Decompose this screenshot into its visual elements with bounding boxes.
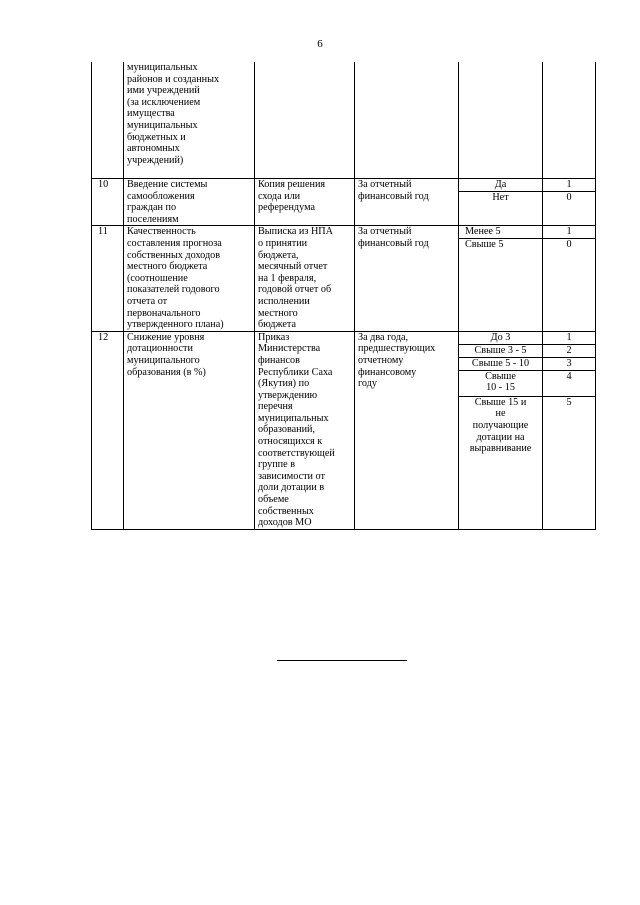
criterion-line: ими учреждений: [127, 85, 200, 97]
source-line: утверждению: [258, 389, 318, 401]
num-cell: [92, 62, 124, 179]
option-line: Свыше: [485, 370, 516, 382]
criterion-line: имущества: [127, 108, 175, 120]
table-row: [92, 226, 596, 331]
score-value: 4: [543, 371, 595, 397]
criterion-line: бюджетных и: [127, 131, 186, 143]
score-cell: [543, 331, 596, 529]
source-line: Приказ: [258, 331, 290, 343]
source-line: Выписка из НПА: [258, 226, 334, 238]
source-line: доходов МО: [258, 517, 312, 529]
option-label: [459, 371, 542, 397]
criterion-line: Введение системы: [127, 179, 208, 190]
option-line: До 3: [490, 331, 511, 343]
source-line: бюджета: [258, 319, 296, 331]
period-line: финансовый год: [358, 237, 429, 249]
source-cell: [255, 179, 355, 226]
source-line: о принятии: [258, 237, 308, 249]
criterion-line: местного бюджета: [127, 261, 208, 273]
source-line: исполнении: [258, 295, 310, 307]
option-cell: [459, 226, 543, 331]
row-number: 11: [92, 226, 124, 331]
criterion-cell: [124, 331, 255, 529]
period-line: финансовому: [358, 366, 417, 378]
criterion-line: муниципального: [127, 354, 200, 366]
criterion-line: Снижение уровня: [127, 331, 205, 343]
score-value: 2: [543, 345, 595, 358]
source-line: годовой отчет об: [258, 284, 332, 296]
criterion-line: утвержденного плана): [127, 319, 224, 331]
option-label: [459, 397, 542, 455]
option-cell: [459, 179, 543, 226]
period-line: году: [358, 378, 378, 390]
option-label: [459, 332, 542, 345]
score-value: 5: [566, 396, 572, 408]
criterion-line: показателей годового: [127, 284, 220, 296]
option-line: не: [495, 408, 506, 420]
criterion-line: дотационности: [127, 343, 193, 355]
table-row: [92, 179, 596, 226]
criterion-line: первоначального: [127, 307, 201, 319]
source-line: зависимости от: [258, 470, 325, 482]
score-value: 1: [543, 332, 595, 345]
criterion-line: муниципальных: [127, 119, 198, 131]
period-line: За отчетный: [358, 179, 412, 190]
source-line: месячный отчет: [258, 261, 328, 273]
option-label: Менее 5: [459, 226, 542, 239]
row-number: 10: [92, 179, 124, 226]
score-value: 1: [543, 226, 595, 239]
source-line: соответствующей: [258, 447, 335, 459]
option-line: 10 - 15: [486, 382, 515, 394]
source-line: Республики Саха: [258, 366, 333, 378]
criterion-cell: [124, 62, 255, 179]
criterion-line: учреждений): [127, 154, 184, 166]
option-line: Свыше 15 и: [474, 396, 527, 408]
criterion-line: поселениям: [127, 213, 179, 225]
period-line: отчетному: [358, 354, 404, 366]
option-line: получающие: [472, 419, 529, 431]
table-row: [92, 331, 596, 529]
footer-separator-line: [277, 660, 407, 661]
option-label: [459, 358, 542, 371]
source-line: образований,: [258, 424, 316, 436]
score-cell: [543, 179, 596, 226]
score-cell: [543, 62, 596, 179]
criterion-line: муниципальных: [127, 62, 198, 73]
source-line: объеме: [258, 494, 289, 506]
source-line: бюджета,: [258, 249, 299, 261]
period-cell: [355, 62, 459, 179]
criterion-line: составления прогноза: [127, 237, 222, 249]
period-cell: [355, 179, 459, 226]
criterion-line: отчета от: [127, 295, 168, 307]
option-label: Нет: [492, 192, 509, 203]
source-cell: [255, 331, 355, 529]
source-line: на 1 февраля,: [258, 272, 317, 284]
period-line: За два года,: [358, 331, 409, 343]
period-line: За отчетный: [358, 226, 412, 238]
source-line: схода или: [258, 190, 301, 202]
option-line: Свыше 5 - 10: [471, 357, 530, 369]
criterion-cell: [124, 179, 255, 226]
source-line: Министерства: [258, 343, 321, 355]
option-label: Свыше 5: [465, 239, 504, 251]
criterion-line: Качественность: [127, 226, 196, 238]
criterion-line: районов и созданных: [127, 73, 220, 85]
criterion-line: (соотношение: [127, 272, 188, 284]
criterion-line: (за исключением: [127, 96, 201, 108]
option-line: дотации на: [476, 431, 525, 443]
source-line: финансов: [258, 354, 300, 366]
period-line: предшествующих: [358, 343, 436, 355]
option-label: [459, 345, 542, 358]
score-value: 3: [543, 358, 595, 371]
page-number: 6: [317, 38, 323, 50]
source-line: доли дотации в: [258, 482, 325, 494]
source-cell: [255, 62, 355, 179]
score-value: 1: [543, 179, 595, 192]
source-line: перечня: [258, 401, 293, 413]
criterion-cell: [124, 226, 255, 331]
source-line: собственных: [258, 505, 314, 517]
period-cell: [355, 331, 459, 529]
criterion-line: собственных доходов: [127, 249, 221, 261]
source-line: группе в: [258, 459, 296, 471]
option-line: выравнивание: [469, 443, 532, 455]
option-cell: [459, 62, 543, 179]
score-cell: [543, 226, 596, 331]
source-line: Копия решения: [258, 179, 326, 190]
option-cell: [459, 331, 543, 529]
option-line: Свыше 3 - 5: [474, 344, 527, 356]
period-cell: [355, 226, 459, 331]
table-row-continued: [92, 62, 596, 179]
row-number: 12: [92, 331, 124, 529]
source-line: местного: [258, 307, 298, 319]
score-value: 0: [566, 239, 572, 251]
source-line: муниципальных: [258, 412, 329, 424]
criterion-line: образования (в %): [127, 366, 206, 378]
score-value: 0: [566, 192, 572, 203]
criteria-table: [91, 62, 596, 530]
criterion-line: самообложения: [127, 190, 195, 202]
source-line: референдума: [258, 202, 315, 214]
source-line: (Якутия) по: [258, 378, 310, 390]
criterion-line: автономных: [127, 143, 180, 155]
criterion-line: граждан по: [127, 202, 177, 214]
source-line: относящихся к: [258, 436, 323, 448]
source-cell: [255, 226, 355, 331]
period-line: финансовый год: [358, 190, 429, 202]
option-label: Да: [459, 179, 542, 192]
